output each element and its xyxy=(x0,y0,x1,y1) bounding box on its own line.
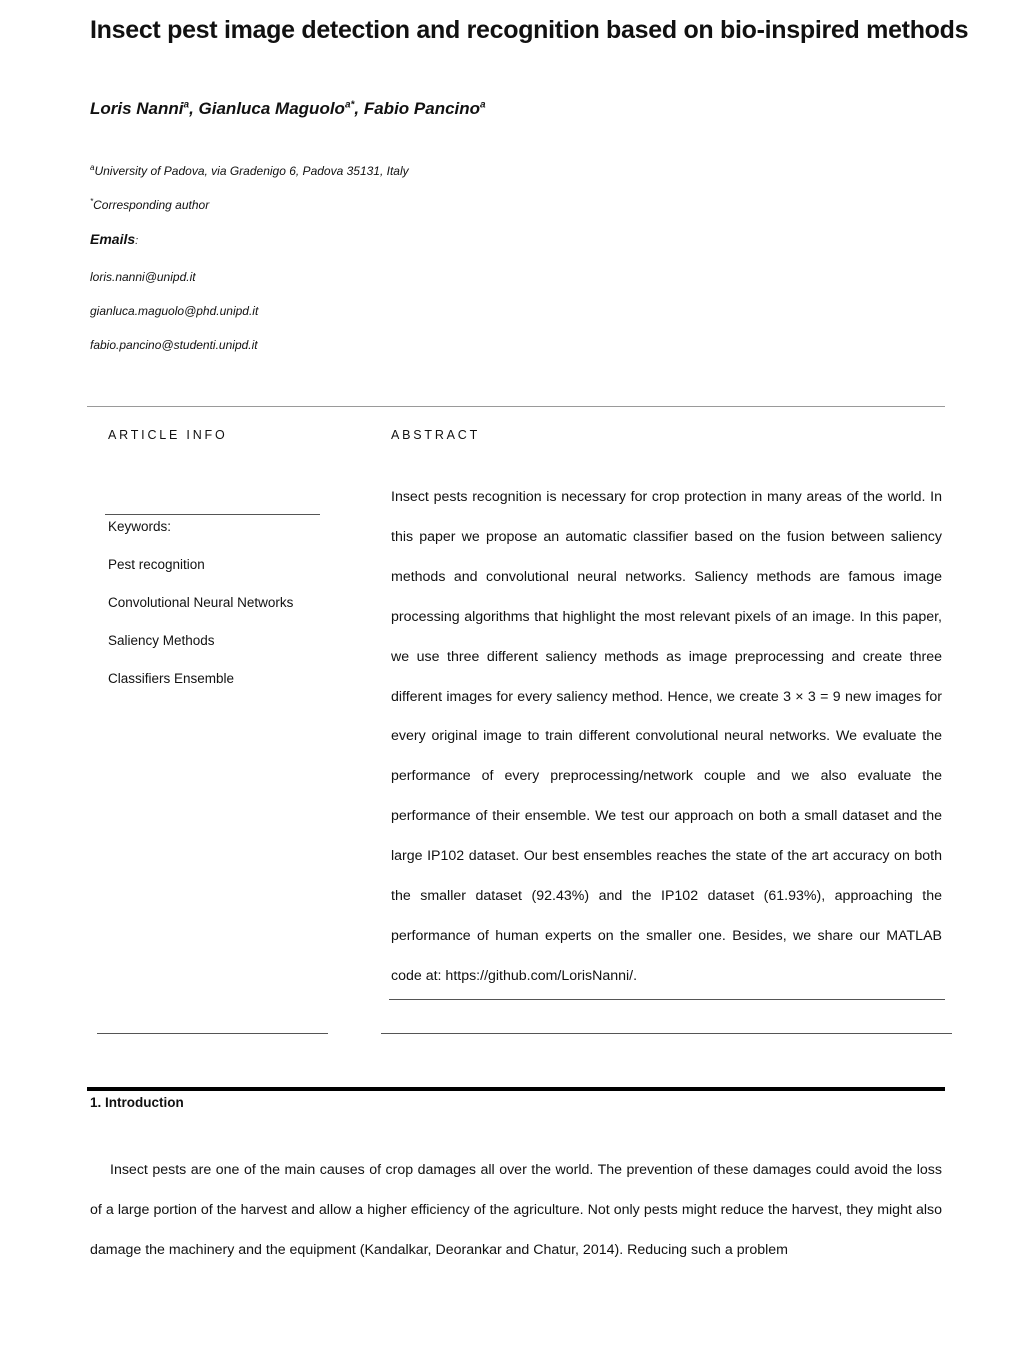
email-link[interactable]: loris.nanni@unipd.it xyxy=(90,270,196,284)
author-affiliation-mark: a* xyxy=(344,99,355,111)
affiliation-mark: a xyxy=(90,163,95,172)
section-heading-introduction: 1. Introduction xyxy=(90,1095,184,1110)
keyword-item: Saliency Methods xyxy=(108,633,215,648)
author-name: Gianluca Maguolo xyxy=(198,99,345,118)
keyword-item: Classifiers Ensemble xyxy=(108,671,235,686)
author-separator: , xyxy=(354,99,364,118)
corresponding-text: Corresponding author xyxy=(93,198,210,212)
email-link[interactable]: gianluca.maguolo@phd.unipd.it xyxy=(90,304,259,318)
corresponding-mark: * xyxy=(90,197,94,206)
affiliation-text: University of Padova, via Gradenigo 6, Padova 35131, Italy xyxy=(94,164,409,178)
info-footer-divider xyxy=(97,1033,328,1034)
email-link[interactable]: fabio.pancino@studenti.unipd.it xyxy=(90,338,258,352)
introduction-text: Insect pests are one of the main causes of crop damages all over the world. The prevention of these damages could avoid the loss of a large portion of the harvest and allow a higher efficiency of the agriculture. Not only pests might reduce the harvest, they might also damage the machinery and the equipment (Kandalkar, Deorankar and Chatur, 2014). Reducing such a problem xyxy=(90,1162,942,1258)
emails-label xyxy=(90,231,138,247)
keywords-label: Keywords: xyxy=(108,519,172,534)
abstract-text: Insect pests recognition is necessary for crop protection in many areas of the world. In this paper we propose an automatic classifier based on the fusion between saliency methods and convolutional neural networks. Saliency methods are famous image processing algorithms that highlight the most relevant pixels of an image. In this paper, we use three different saliency methods as image preprocessing and create three different images for every saliency method. Hence, we create 3 × 3 = 9 new images for every original image to train different convolutional neural networks. We evaluate the performance of every preprocessing/network couple and we also evaluate the performance of their ensemble. We test our approach on both a small dataset and the large IP102 dataset. Our best ensembles reaches the state of the art accuracy on both the smaller dataset (92.43%) and the IP102 dataset (61.93%), approaching the performance of human experts on the smaller one. Besides, we share our MATLAB code at: https://github.com/LorisNanni/. xyxy=(391,489,942,984)
article-info-heading: ARTICLE INFO xyxy=(108,428,228,442)
author-separator: , xyxy=(189,99,199,118)
author-affiliation-mark: a xyxy=(183,99,190,111)
abstract-heading: ABSTRACT xyxy=(391,428,481,442)
thick-divider xyxy=(87,1087,945,1091)
top-divider xyxy=(87,406,945,407)
author-name: Loris Nanni xyxy=(90,99,184,118)
emails-label-text: Emails xyxy=(90,231,136,247)
author-name: Fabio Pancino xyxy=(363,99,481,118)
keyword-item: Convolutional Neural Networks xyxy=(108,595,294,610)
keyword-item: Pest recognition xyxy=(108,557,205,572)
paper-title: Insect pest image detection and recognition based on bio-inspired methods xyxy=(90,16,969,44)
abstract-bottom-divider xyxy=(389,999,945,1000)
author-affiliation-mark: a xyxy=(480,99,486,111)
corresponding-author-note xyxy=(90,197,209,212)
author-list xyxy=(90,99,486,119)
affiliation xyxy=(90,163,409,178)
emails-colon: : xyxy=(135,235,139,247)
abstract-footer-divider xyxy=(381,1033,952,1034)
keywords-divider xyxy=(105,514,320,515)
